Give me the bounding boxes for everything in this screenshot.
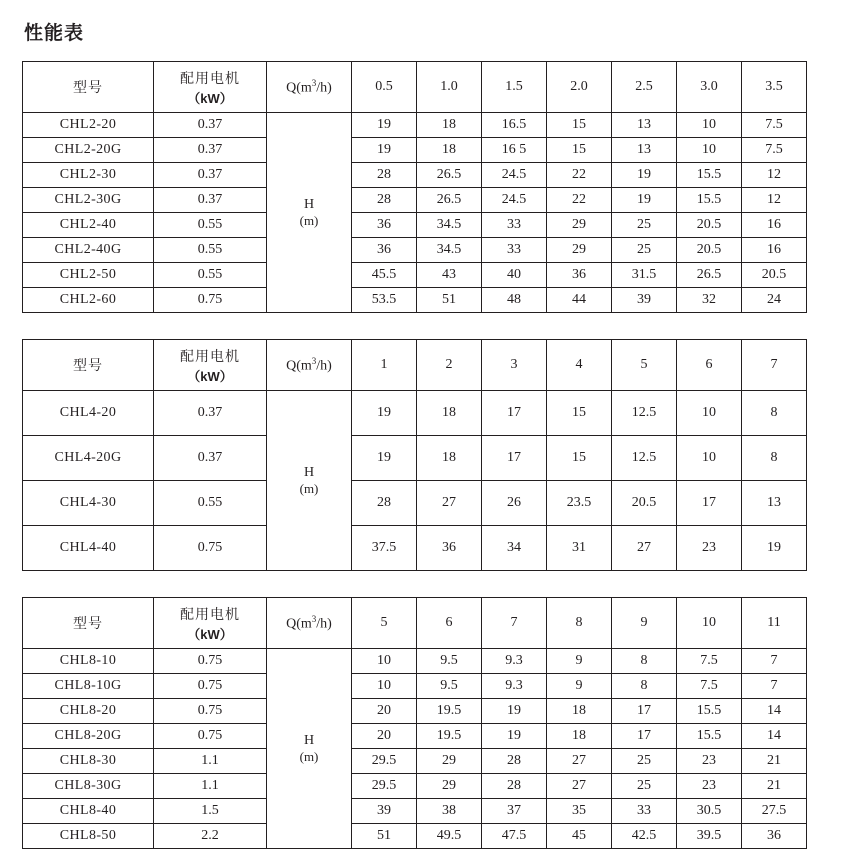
cell-head-value: 8 xyxy=(612,674,677,699)
cell-head-value: 38 xyxy=(417,799,482,824)
cell-head-value: 35 xyxy=(547,799,612,824)
table-row xyxy=(23,699,807,724)
table-row xyxy=(23,481,807,526)
cell-head-value: 15.5 xyxy=(677,724,742,749)
cell-head-value: 17 xyxy=(612,724,677,749)
cell-motor-power: 1.1 xyxy=(154,774,267,799)
cell-head-value: 25 xyxy=(612,774,677,799)
cell-head-value: 21 xyxy=(742,774,807,799)
cell-head-value: 15 xyxy=(547,113,612,138)
cell-head-value: 45.5 xyxy=(352,263,417,288)
cell-head-value: 32 xyxy=(677,288,742,313)
header-flow-point: 1.0 xyxy=(417,62,482,113)
table-row xyxy=(23,749,807,774)
cell-head-value: 31 xyxy=(547,526,612,571)
cell-head-value: 19.5 xyxy=(417,699,482,724)
cell-head-value: 28 xyxy=(482,774,547,799)
cell-head-value: 27 xyxy=(612,526,677,571)
header-flow-point: 10 xyxy=(677,598,742,649)
table-row xyxy=(23,113,807,138)
cell-head-value: 17 xyxy=(482,391,547,436)
header-flow-point: 3.5 xyxy=(742,62,807,113)
cell-head-value: 29 xyxy=(417,774,482,799)
cell-motor-power: 1.5 xyxy=(154,799,267,824)
cell-model: CHL4-30 xyxy=(23,481,154,526)
cell-head-value: 16 xyxy=(742,213,807,238)
cell-head-value: 23 xyxy=(677,526,742,571)
cell-head-value: 19.5 xyxy=(417,724,482,749)
cell-head-value: 7 xyxy=(742,674,807,699)
header-flow-point: 7 xyxy=(742,340,807,391)
cell-head-value: 20.5 xyxy=(612,481,677,526)
cell-head-value: 36 xyxy=(417,526,482,571)
cell-head-value: 19 xyxy=(352,436,417,481)
cell-head-value: 14 xyxy=(742,724,807,749)
cell-head-value: 12 xyxy=(742,188,807,213)
cell-head-value: 15.5 xyxy=(677,163,742,188)
header-flow-point: 4 xyxy=(547,340,612,391)
table-row xyxy=(23,799,807,824)
cell-head-value: 8 xyxy=(742,391,807,436)
header-flow-point: 3.0 xyxy=(677,62,742,113)
header-motor-power-unit: （kW） xyxy=(187,626,233,642)
cell-head-value: 9 xyxy=(547,649,612,674)
table-row xyxy=(23,213,807,238)
cell-head-value: 17 xyxy=(482,436,547,481)
cell-head-value: 19 xyxy=(482,724,547,749)
cell-head-value: 21 xyxy=(742,749,807,774)
cell-head-value: 16 xyxy=(742,238,807,263)
cell-model: CHL2-50 xyxy=(23,263,154,288)
header-flow-point: 6 xyxy=(677,340,742,391)
cell-head-value: 15 xyxy=(547,391,612,436)
cell-head-value: 39 xyxy=(612,288,677,313)
cell-motor-power: 0.75 xyxy=(154,526,267,571)
cell-head-value: 18 xyxy=(417,138,482,163)
cell-head-value: 40 xyxy=(482,263,547,288)
cell-head-value: 20.5 xyxy=(742,263,807,288)
cell-motor-power: 0.75 xyxy=(154,674,267,699)
cell-head-value: 29 xyxy=(417,749,482,774)
cell-head-value: 19 xyxy=(352,391,417,436)
header-motor-power-main: 配用电机 xyxy=(180,69,240,86)
header-flow-point: 9 xyxy=(612,598,677,649)
cell-head-value: 27 xyxy=(547,749,612,774)
cell-motor-power: 0.75 xyxy=(154,288,267,313)
cell-head-value: 18 xyxy=(417,391,482,436)
header-flow-rate: $Q(m^3/h)$ xyxy=(267,598,352,649)
cell-head-label: H (m) xyxy=(267,391,352,571)
cell-head-value: 10 xyxy=(352,649,417,674)
header-model: 型号 xyxy=(23,340,154,391)
cell-head-value: 37 xyxy=(482,799,547,824)
header-model: 型号 xyxy=(23,598,154,649)
cell-head-value: 18 xyxy=(547,724,612,749)
table-row xyxy=(23,391,807,436)
cell-head-value: 26.5 xyxy=(417,163,482,188)
cell-head-value: 53.5 xyxy=(352,288,417,313)
cell-head-value: 10 xyxy=(677,436,742,481)
table-header-row xyxy=(23,340,807,391)
cell-head-value: 7.5 xyxy=(677,674,742,699)
table-row xyxy=(23,724,807,749)
table-row xyxy=(23,263,807,288)
header-flow-point: 1.5 xyxy=(482,62,547,113)
cell-head-value: 19 xyxy=(612,188,677,213)
cell-head-value: 34.5 xyxy=(417,213,482,238)
header-flow-point: 2.0 xyxy=(547,62,612,113)
header-flow-point: 1 xyxy=(352,340,417,391)
cell-model: CHL8-50 xyxy=(23,824,154,849)
cell-head-value: 24.5 xyxy=(482,188,547,213)
cell-motor-power: 0.37 xyxy=(154,391,267,436)
cell-motor-power: 1.1 xyxy=(154,749,267,774)
cell-head-value: 23.5 xyxy=(547,481,612,526)
cell-model: CHL8-20 xyxy=(23,699,154,724)
header-flow-point: 11 xyxy=(742,598,807,649)
cell-head-value: 7.5 xyxy=(677,649,742,674)
cell-head-value: 16.5 xyxy=(482,113,547,138)
cell-motor-power: 0.37 xyxy=(154,188,267,213)
cell-model: CHL2-30G xyxy=(23,188,154,213)
cell-head-value: 36 xyxy=(352,238,417,263)
cell-head-value: 43 xyxy=(417,263,482,288)
header-model: 型号 xyxy=(23,62,154,113)
cell-model: CHL8-30 xyxy=(23,749,154,774)
header-flow-point: 5 xyxy=(352,598,417,649)
cell-motor-power: 0.75 xyxy=(154,649,267,674)
cell-head-value: 10 xyxy=(352,674,417,699)
cell-model: CHL2-40 xyxy=(23,213,154,238)
cell-head-value: 19 xyxy=(352,138,417,163)
cell-motor-power: 0.55 xyxy=(154,238,267,263)
cell-motor-power: 0.55 xyxy=(154,481,267,526)
cell-head-value: 17 xyxy=(677,481,742,526)
cell-head-value: 28 xyxy=(482,749,547,774)
header-flow-point: 8 xyxy=(547,598,612,649)
cell-model: CHL4-20 xyxy=(23,391,154,436)
cell-head-value: 22 xyxy=(547,163,612,188)
cell-head-value: 36 xyxy=(352,213,417,238)
cell-head-value: 29.5 xyxy=(352,774,417,799)
cell-head-value: 20.5 xyxy=(677,238,742,263)
cell-head-value: 47.5 xyxy=(482,824,547,849)
cell-head-value: 9 xyxy=(547,674,612,699)
cell-head-value: 15 xyxy=(547,138,612,163)
cell-head-value: 22 xyxy=(547,188,612,213)
cell-model: CHL8-20G xyxy=(23,724,154,749)
cell-head-value: 33 xyxy=(482,238,547,263)
header-flow-point: 6 xyxy=(417,598,482,649)
cell-head-value: 30.5 xyxy=(677,799,742,824)
cell-head-value: 15 xyxy=(547,436,612,481)
table-row xyxy=(23,288,807,313)
cell-head-value: 33 xyxy=(482,213,547,238)
cell-head-value: 23 xyxy=(677,774,742,799)
cell-motor-power: 0.75 xyxy=(154,724,267,749)
table-row xyxy=(23,526,807,571)
cell-model: CHL2-40G xyxy=(23,238,154,263)
cell-head-value: 33 xyxy=(612,799,677,824)
cell-model: CHL8-30G xyxy=(23,774,154,799)
cell-head-label: H (m) xyxy=(267,113,352,313)
cell-head-value: 28 xyxy=(352,163,417,188)
header-flow-point: 0.5 xyxy=(352,62,417,113)
cell-head-value: 34 xyxy=(482,526,547,571)
table-row xyxy=(23,163,807,188)
cell-motor-power: 0.37 xyxy=(154,163,267,188)
cell-head-value: 26.5 xyxy=(417,188,482,213)
header-flow-rate: $Q(m^3/h)$ xyxy=(267,62,352,113)
table-header-row xyxy=(23,598,807,649)
cell-head-value: 10 xyxy=(677,113,742,138)
cell-head-value: 29 xyxy=(547,238,612,263)
cell-head-value: 18 xyxy=(417,436,482,481)
cell-head-label: H (m) xyxy=(267,649,352,849)
header-flow-point: 3 xyxy=(482,340,547,391)
cell-model: CHL4-20G xyxy=(23,436,154,481)
cell-head-value: 9.3 xyxy=(482,649,547,674)
cell-head-value: 19 xyxy=(482,699,547,724)
cell-head-value: 27.5 xyxy=(742,799,807,824)
cell-head-value: 27 xyxy=(547,774,612,799)
header-flow-point: 2 xyxy=(417,340,482,391)
cell-head-value: 51 xyxy=(417,288,482,313)
cell-head-value: 13 xyxy=(742,481,807,526)
cell-head-value: 51 xyxy=(352,824,417,849)
cell-head-value: 15.5 xyxy=(677,699,742,724)
cell-head-value: 48 xyxy=(482,288,547,313)
cell-head-value: 36 xyxy=(742,824,807,849)
cell-head-value: 19 xyxy=(612,163,677,188)
table-row xyxy=(23,649,807,674)
cell-head-value: 7 xyxy=(742,649,807,674)
cell-motor-power: 0.37 xyxy=(154,138,267,163)
tables-container xyxy=(22,61,820,849)
performance-table-chl4 xyxy=(22,339,807,571)
cell-model: CHL2-20 xyxy=(23,113,154,138)
cell-head-value: 26.5 xyxy=(677,263,742,288)
cell-model: CHL4-40 xyxy=(23,526,154,571)
header-motor-power xyxy=(154,62,267,113)
cell-head-value: 49.5 xyxy=(417,824,482,849)
cell-head-value: 13 xyxy=(612,138,677,163)
cell-head-value: 29.5 xyxy=(352,749,417,774)
cell-head-value: 16 5 xyxy=(482,138,547,163)
table-header-row xyxy=(23,62,807,113)
cell-head-value: 10 xyxy=(677,138,742,163)
header-motor-power xyxy=(154,598,267,649)
cell-head-value: 39 xyxy=(352,799,417,824)
cell-head-value: 19 xyxy=(352,113,417,138)
header-flow-rate: $Q(m^3/h)$ xyxy=(267,340,352,391)
cell-head-value: 12 xyxy=(742,163,807,188)
cell-head-value: 9.3 xyxy=(482,674,547,699)
cell-head-value: 24.5 xyxy=(482,163,547,188)
cell-head-value: 12.5 xyxy=(612,391,677,436)
cell-model: CHL8-10G xyxy=(23,674,154,699)
cell-head-value: 37.5 xyxy=(352,526,417,571)
header-motor-power-unit: （kW） xyxy=(187,368,233,384)
header-motor-power-main: 配用电机 xyxy=(180,605,240,622)
cell-head-value: 9.5 xyxy=(417,649,482,674)
cell-head-value: 7.5 xyxy=(742,138,807,163)
cell-head-value: 14 xyxy=(742,699,807,724)
cell-head-value: 12.5 xyxy=(612,436,677,481)
cell-head-value: 36 xyxy=(547,263,612,288)
cell-head-value: 27 xyxy=(417,481,482,526)
cell-model: CHL2-60 xyxy=(23,288,154,313)
table-row xyxy=(23,774,807,799)
cell-head-value: 18 xyxy=(417,113,482,138)
cell-head-value: 18 xyxy=(547,699,612,724)
performance-table-chl2 xyxy=(22,61,807,313)
cell-head-value: 8 xyxy=(612,649,677,674)
cell-motor-power: 0.75 xyxy=(154,699,267,724)
cell-head-value: 39.5 xyxy=(677,824,742,849)
cell-head-value: 44 xyxy=(547,288,612,313)
header-flow-point: 2.5 xyxy=(612,62,677,113)
cell-head-value: 7.5 xyxy=(742,113,807,138)
cell-head-value: 24 xyxy=(742,288,807,313)
cell-head-value: 42.5 xyxy=(612,824,677,849)
cell-motor-power: 0.55 xyxy=(154,263,267,288)
cell-model: CHL8-10 xyxy=(23,649,154,674)
cell-head-value: 10 xyxy=(677,391,742,436)
cell-motor-power: 0.37 xyxy=(154,436,267,481)
header-flow-point: 7 xyxy=(482,598,547,649)
cell-head-value: 45 xyxy=(547,824,612,849)
cell-head-value: 28 xyxy=(352,481,417,526)
cell-head-value: 26 xyxy=(482,481,547,526)
cell-model: CHL2-20G xyxy=(23,138,154,163)
cell-head-value: 23 xyxy=(677,749,742,774)
cell-head-value: 31.5 xyxy=(612,263,677,288)
table-row xyxy=(23,824,807,849)
header-flow-point: 5 xyxy=(612,340,677,391)
performance-table-chl8 xyxy=(22,597,807,849)
table-row xyxy=(23,238,807,263)
cell-head-value: 25 xyxy=(612,238,677,263)
cell-motor-power: 0.55 xyxy=(154,213,267,238)
cell-head-value: 9.5 xyxy=(417,674,482,699)
table-row xyxy=(23,188,807,213)
cell-head-value: 15.5 xyxy=(677,188,742,213)
cell-head-value: 17 xyxy=(612,699,677,724)
cell-head-value: 34.5 xyxy=(417,238,482,263)
cell-head-value: 29 xyxy=(547,213,612,238)
cell-head-value: 25 xyxy=(612,749,677,774)
cell-head-value: 28 xyxy=(352,188,417,213)
table-row xyxy=(23,138,807,163)
cell-model: CHL8-40 xyxy=(23,799,154,824)
cell-head-value: 8 xyxy=(742,436,807,481)
cell-head-value: 13 xyxy=(612,113,677,138)
cell-head-value: 25 xyxy=(612,213,677,238)
cell-model: CHL2-30 xyxy=(23,163,154,188)
cell-head-value: 20 xyxy=(352,699,417,724)
table-row xyxy=(23,674,807,699)
header-motor-power-main: 配用电机 xyxy=(180,347,240,364)
cell-head-value: 19 xyxy=(742,526,807,571)
page-title: 性能表 xyxy=(24,23,85,44)
table-row xyxy=(23,436,807,481)
cell-motor-power: 2.2 xyxy=(154,824,267,849)
cell-head-value: 20.5 xyxy=(677,213,742,238)
cell-motor-power: 0.37 xyxy=(154,113,267,138)
cell-head-value: 20 xyxy=(352,724,417,749)
header-motor-power-unit: （kW） xyxy=(187,90,233,106)
header-motor-power xyxy=(154,340,267,391)
